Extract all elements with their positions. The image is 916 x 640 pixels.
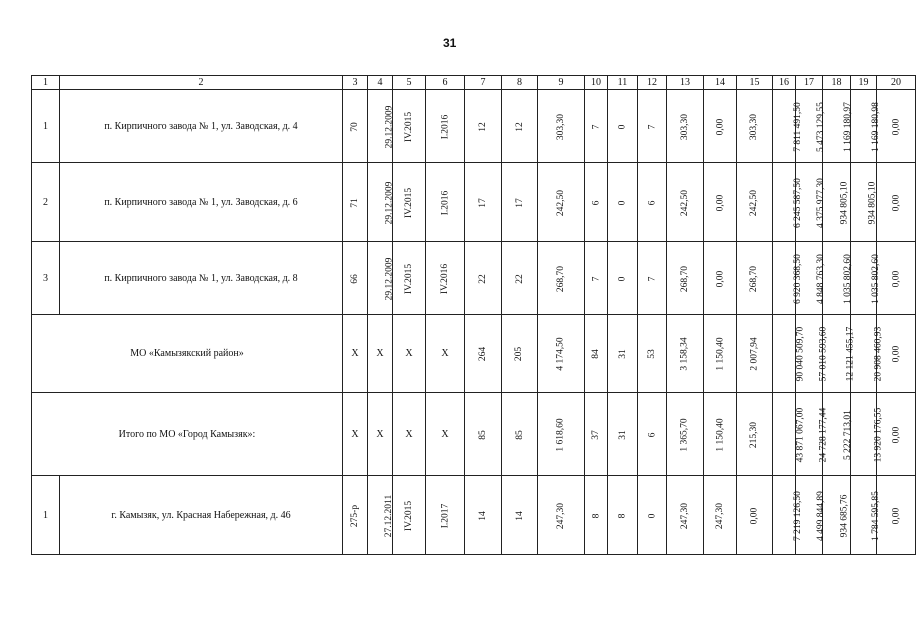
cell-value: 4 848 763,30	[815, 253, 826, 304]
header-cell: 11	[608, 76, 638, 90]
total-label: МО «Камызякский район»	[32, 315, 343, 393]
total-row-city	[32, 393, 916, 476]
cell-value: 0,00	[891, 194, 901, 211]
cell-value: 5 222 713,01	[842, 409, 853, 460]
header-cell: 1	[32, 76, 60, 90]
cell-value: 31	[617, 349, 628, 359]
header-cell: 15	[737, 76, 773, 90]
cell-value: 215,30	[749, 421, 760, 448]
cell-value: 85	[478, 429, 488, 440]
decision-number: 66	[350, 273, 360, 284]
header-cell: 5	[393, 76, 426, 90]
cell-value: X	[343, 315, 368, 393]
cell-value: 242,50	[749, 189, 760, 216]
cell-value: X	[393, 315, 426, 393]
cell-value: 6 245 587,50	[792, 177, 803, 228]
cell-value: X	[368, 315, 393, 393]
cell-value: 4 375 977,30	[815, 177, 826, 228]
cell-value: 3 158,34	[680, 337, 690, 371]
cell-value: X	[393, 393, 426, 476]
header-cell: 20	[877, 76, 916, 90]
header-cell: 6	[426, 76, 465, 90]
cell-value: 57 010 593,60	[818, 326, 829, 382]
address-cell: п. Кирпичного завода № 1, ул. Заводская, д. 6	[60, 163, 343, 242]
cell-value: 1 150,40	[715, 417, 726, 452]
decision-date: 27.12.2011	[384, 494, 395, 537]
cell-value: 247,30	[556, 502, 566, 529]
cell-value: 0,00	[715, 194, 725, 211]
cell-value: 12	[514, 121, 525, 132]
cell-value: 43 871 067,00	[795, 407, 806, 462]
table-row	[32, 476, 916, 555]
cell-value: 0,00	[891, 118, 901, 135]
housing-program-table	[31, 75, 916, 555]
row-number: 1	[32, 90, 60, 163]
cell-value: 1 169 180,97	[842, 101, 853, 152]
cell-value: 303,30	[749, 113, 760, 140]
cell-value: 5 473 129,55	[815, 101, 826, 152]
address-cell: п. Кирпичного завода № 1, ул. Заводская, д. 4	[60, 90, 343, 163]
cell-value: 1 365,70	[680, 417, 690, 452]
cell-value: 12 121 455,17	[845, 326, 856, 382]
cell-value: 4 499 844,89	[815, 490, 826, 541]
cell-value: 8	[591, 513, 601, 518]
cell-value: 7	[591, 124, 601, 129]
start-period: IV.2015	[404, 263, 414, 294]
header-cell: 2	[60, 76, 343, 90]
row-number: 1	[32, 476, 60, 555]
cell-value: 1 169 180,98	[870, 101, 881, 152]
header-cell: 19	[851, 76, 877, 90]
cell-value: 268,70	[749, 265, 760, 292]
cell-value: 934 685,76	[839, 494, 850, 537]
cell-value: 4 174,50	[556, 337, 566, 371]
cell-value: 7	[591, 276, 601, 281]
table-row	[32, 242, 916, 315]
cell-value: 0	[647, 513, 657, 518]
cell-value: 242,50	[680, 189, 690, 216]
header-cell: 14	[704, 76, 737, 90]
cell-value: 0,00	[715, 270, 725, 287]
decision-number: 275-р	[349, 504, 360, 527]
cell-value: 0,00	[891, 345, 901, 363]
cell-value: 6	[647, 200, 657, 205]
cell-value: 90 040 509,70	[795, 326, 806, 382]
cell-value: 934 805,10	[839, 181, 850, 224]
cell-value: 8	[617, 513, 628, 518]
decision-number: 71	[350, 197, 360, 208]
cell-value: 242,50	[556, 189, 566, 216]
cell-value: 20 908 460,93	[873, 326, 884, 382]
row-number: 3	[32, 242, 60, 315]
start-period: IV.2015	[404, 500, 414, 531]
cell-value: 7	[647, 276, 657, 281]
cell-value: 1 150,40	[715, 337, 726, 371]
header-cell: 3	[343, 76, 368, 90]
cell-value: X	[426, 393, 465, 476]
end-period: I.2017	[439, 503, 450, 528]
cell-value: 1 618,60	[556, 417, 566, 452]
cell-value: 2 007,94	[749, 337, 760, 371]
cell-value: 31	[617, 429, 628, 440]
cell-value: 7 811 491,50	[792, 101, 803, 152]
decision-date: 29.12.2009	[384, 105, 395, 148]
cell-value: 24 728 177,44	[818, 407, 829, 462]
row-number: 2	[32, 163, 60, 242]
header-row	[32, 76, 916, 90]
total-label: Итого по МО «Город Камызяк»:	[32, 393, 343, 476]
header-cell: 18	[823, 76, 851, 90]
header-cell: 8	[502, 76, 538, 90]
address-cell: г. Камызяк, ул. Красная Набережная, д. 46	[60, 476, 343, 555]
decision-date: 29.12.2009	[384, 181, 395, 224]
start-period: IV.2015	[404, 111, 414, 142]
cell-value: 0,00	[891, 270, 901, 287]
cell-value: X	[343, 393, 368, 476]
total-row-district	[32, 315, 916, 393]
cell-value: 247,30	[680, 502, 690, 529]
cell-value: 14	[478, 510, 488, 521]
page-number: 31	[443, 36, 457, 50]
cell-value: 17	[478, 197, 488, 208]
cell-value: 14	[514, 510, 525, 521]
cell-value: 264	[478, 346, 488, 362]
start-period: IV.2015	[404, 187, 414, 218]
decision-number: 70	[350, 121, 360, 132]
header-cell: 12	[638, 76, 667, 90]
cell-value: 1 784 595,85	[870, 490, 881, 541]
cell-value: 268,70	[556, 265, 566, 292]
cell-value: 0,00	[891, 426, 901, 443]
end-period: I.2016	[439, 190, 450, 215]
cell-value: 934 805,10	[867, 181, 878, 224]
header-cell: 16	[773, 76, 796, 90]
cell-value: 0,00	[715, 118, 725, 135]
cell-value: X	[368, 393, 393, 476]
cell-value: 22	[478, 273, 488, 284]
cell-value: 0,00	[891, 507, 901, 524]
cell-value: 303,30	[680, 113, 690, 140]
cell-value: 17	[514, 197, 525, 208]
header-cell: 17	[796, 76, 823, 90]
cell-value: 1 035 802,60	[870, 253, 881, 304]
end-period: IV.2016	[440, 263, 450, 294]
cell-value: 1 035 802,60	[842, 253, 853, 304]
cell-value: 0	[617, 276, 628, 281]
decision-date: 29.12.2009	[384, 257, 395, 300]
cell-value: 37	[591, 429, 601, 440]
cell-value: 53	[647, 349, 657, 359]
address-cell: п. Кирпичного завода № 1, ул. Заводская, д. 8	[60, 242, 343, 315]
cell-value: 7	[647, 124, 657, 129]
header-cell: 9	[538, 76, 585, 90]
end-period: I.2016	[439, 114, 450, 139]
cell-value: 7 219 126,50	[792, 490, 803, 541]
cell-value: 0,00	[749, 507, 760, 524]
cell-value: 6 920 368,50	[792, 253, 803, 304]
cell-value: 13 920 176,55	[873, 407, 884, 462]
cell-value: 6	[647, 432, 657, 437]
cell-value: 247,30	[715, 502, 725, 529]
cell-value: 0	[617, 200, 628, 205]
cell-value: 268,70	[680, 265, 690, 292]
cell-value: 22	[514, 273, 525, 284]
cell-value: 84	[591, 349, 601, 359]
cell-value: 85	[514, 429, 525, 440]
cell-value: 205	[514, 346, 525, 362]
table-row	[32, 90, 916, 163]
header-cell: 7	[465, 76, 502, 90]
cell-value: 6	[591, 200, 601, 205]
cell-value: 303,30	[556, 113, 566, 140]
cell-value: X	[426, 315, 465, 393]
header-cell: 13	[667, 76, 704, 90]
header-cell: 4	[368, 76, 393, 90]
cell-value: 12	[478, 121, 488, 132]
table-row	[32, 163, 916, 242]
cell-value: 0	[617, 124, 628, 129]
header-cell: 10	[585, 76, 608, 90]
